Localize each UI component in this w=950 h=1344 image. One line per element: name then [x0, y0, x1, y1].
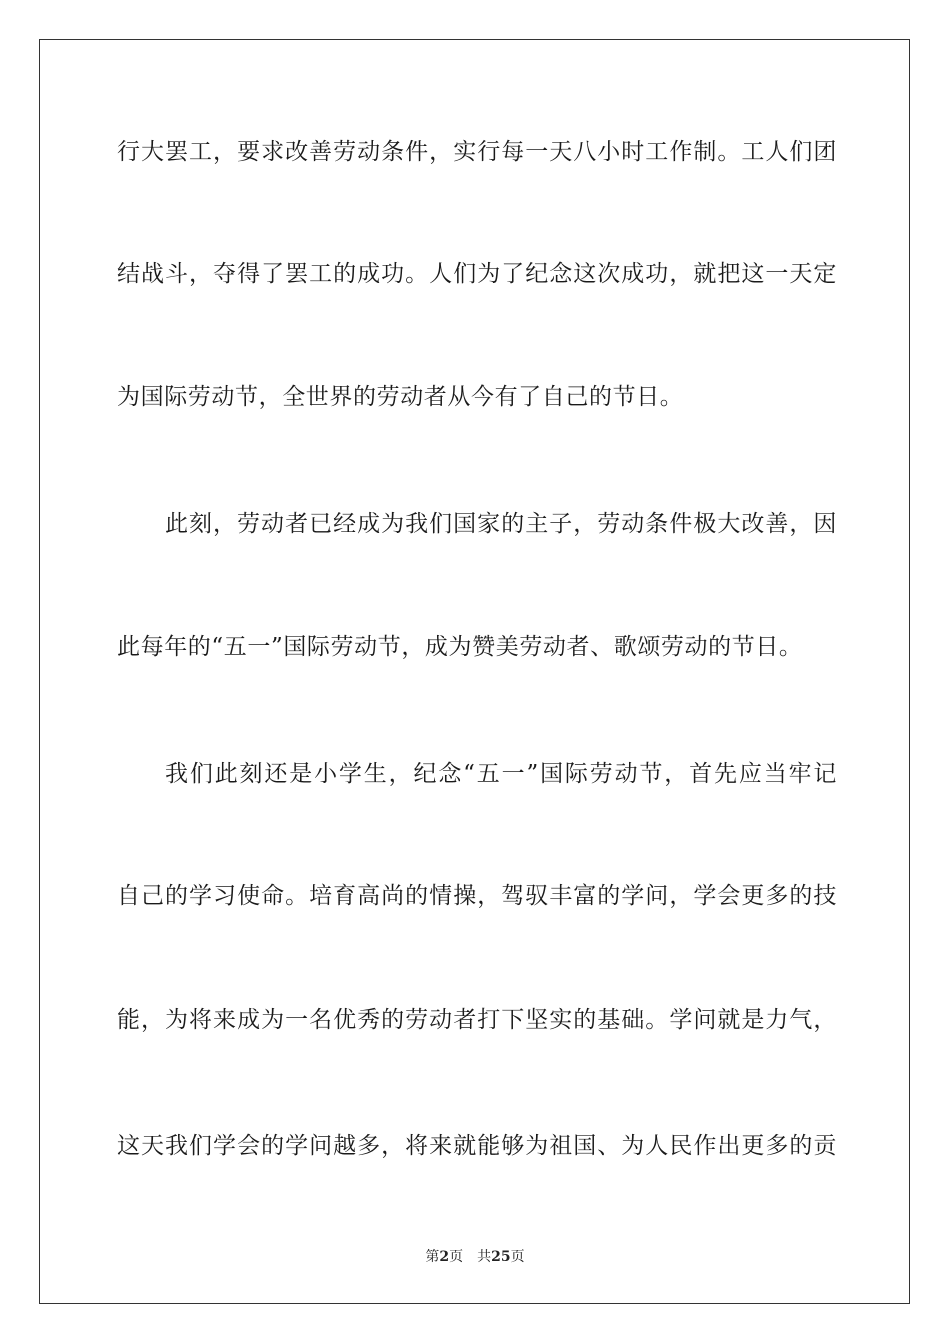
total-suffix: 页: [510, 1249, 525, 1265]
page-footer: [0, 1248, 950, 1266]
text-line-2: 结战斗，夺得了罢工的成功。人们为了纪念这次成功，就把这一天定: [117, 261, 837, 287]
text-line-6: 我们此刻还是小学生，纪念“五一”国际劳动节，首先应当牢记: [165, 761, 837, 787]
total-pages: 25: [491, 1249, 511, 1265]
page-number: 2: [439, 1249, 450, 1265]
page-border: [39, 39, 910, 1304]
text-line-8: 能，为将来成为一名优秀的劳动者打下坚实的基础。学问就是力气，: [117, 1007, 837, 1033]
text-line-5: 此每年的“五一”国际劳动节，成为赞美劳动者、歌颂劳动的节日。: [117, 634, 803, 660]
text-line-4: 此刻，劳动者已经成为我们国家的主子，劳动条件极大改善，因: [165, 511, 837, 537]
page-prefix: 第: [425, 1249, 440, 1265]
page-suffix: 页: [449, 1249, 464, 1265]
text-line-3: 为国际劳动节，全世界的劳动者从今有了自己的节日。: [117, 384, 684, 410]
text-line-9: 这天我们学会的学问越多，将来就能够为祖国、为人民作出更多的贡: [117, 1133, 837, 1159]
text-line-7: 自己的学习使命。培育高尚的情操，驾驭丰富的学问，学会更多的技: [117, 883, 837, 909]
text-line-1: 行大罢工，要求改善劳动条件，实行每一天八小时工作制。工人们团: [117, 139, 837, 165]
total-prefix: 共: [477, 1249, 492, 1265]
